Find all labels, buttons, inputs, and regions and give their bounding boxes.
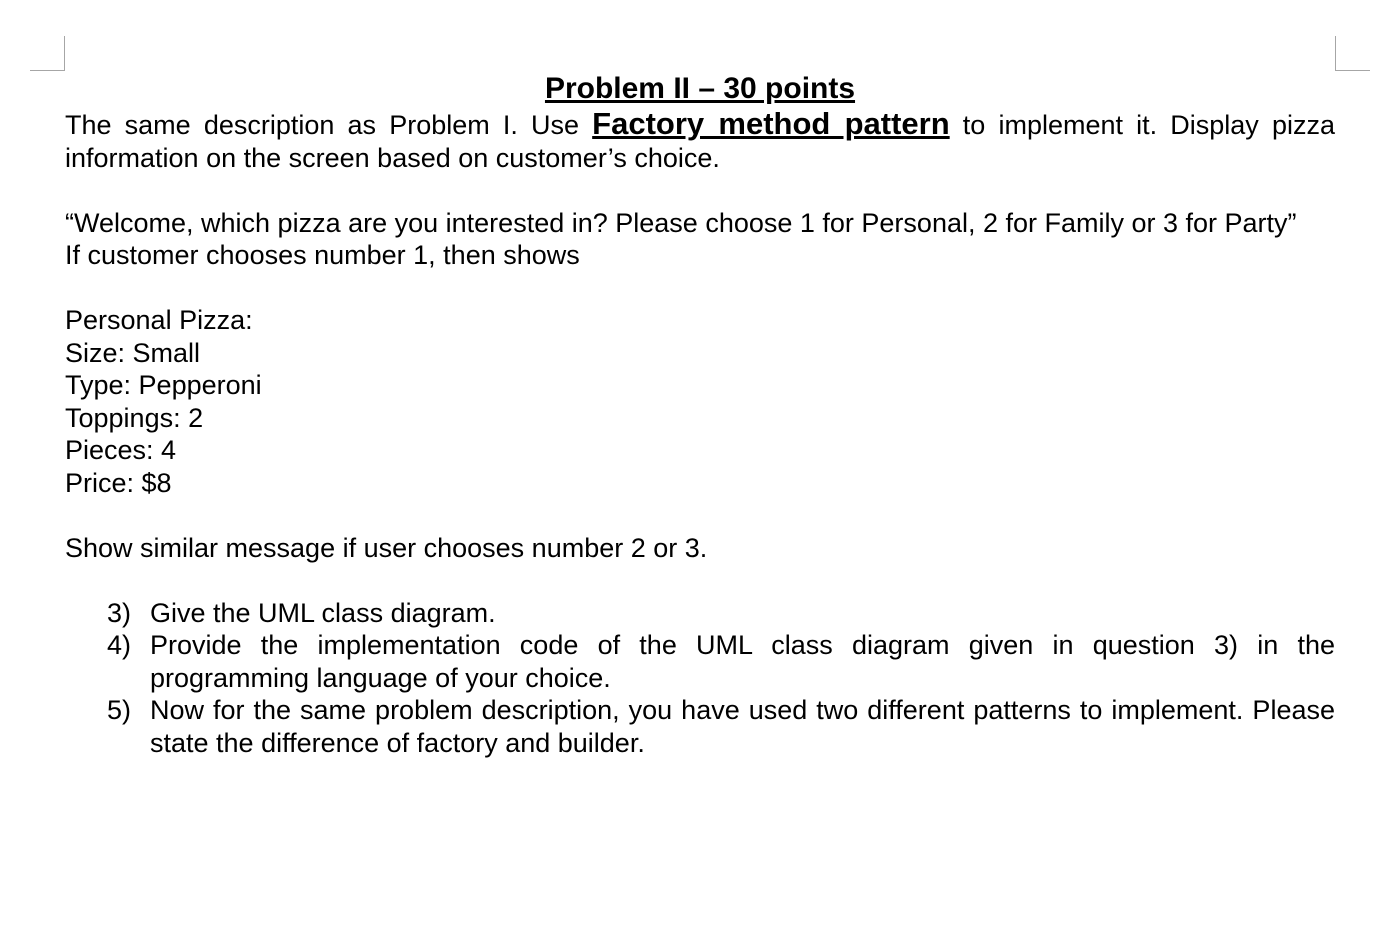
page-corner-mark-top-right [1335,36,1370,71]
problem-title: Problem II – 30 points [544,72,856,105]
question-number: 3) [107,597,132,628]
similar-message: Show similar message if user chooses number 2 or 3. [65,532,708,563]
pizza-details [65,304,1335,499]
question-list [65,597,1335,760]
blank-line [65,272,1335,305]
question-number: 4) [107,630,132,660]
question-text: Now for the same problem description, you have used two different patterns to implement. Please state the difference of factory and builder. [150,695,1335,758]
pizza-pieces: Pieces: 4 [65,435,177,465]
list-item [65,629,1335,694]
blank-line [65,564,1335,597]
pizza-heading: Personal Pizza: [65,305,253,335]
document-body [65,70,1335,759]
intro-text-after: to implement it. Display pizza information on the screen based on customer’s choice. [65,110,1335,173]
list-item [65,694,1335,759]
pizza-size: Size: Small [65,337,201,368]
question-number: 5) [107,695,132,725]
welcome-message: “Welcome, which pizza are you interested in? Please choose 1 for Personal, 2 for Family or 3 for Party” [65,207,1297,238]
blank-line [65,174,1335,207]
factory-method-pattern-text: Factory method pattern [592,106,950,141]
page-corner-mark-top-left [30,36,65,71]
list-item [65,597,1335,630]
intro-text-before: The same description as Problem I. Use [65,110,593,140]
blank-line [65,499,1335,532]
intro-paragraph [65,108,1335,174]
question-text: Provide the implementation code of the UML class diagram given in question 3) in the programming language of your choice. [150,630,1335,693]
question-text: Give the UML class diagram. [150,597,496,628]
pizza-type: Type: Pepperoni [65,370,262,400]
pizza-price: Price: $8 [65,467,172,498]
condition-line: If customer chooses number 1, then shows [65,240,580,270]
pizza-toppings: Toppings: 2 [65,402,204,433]
